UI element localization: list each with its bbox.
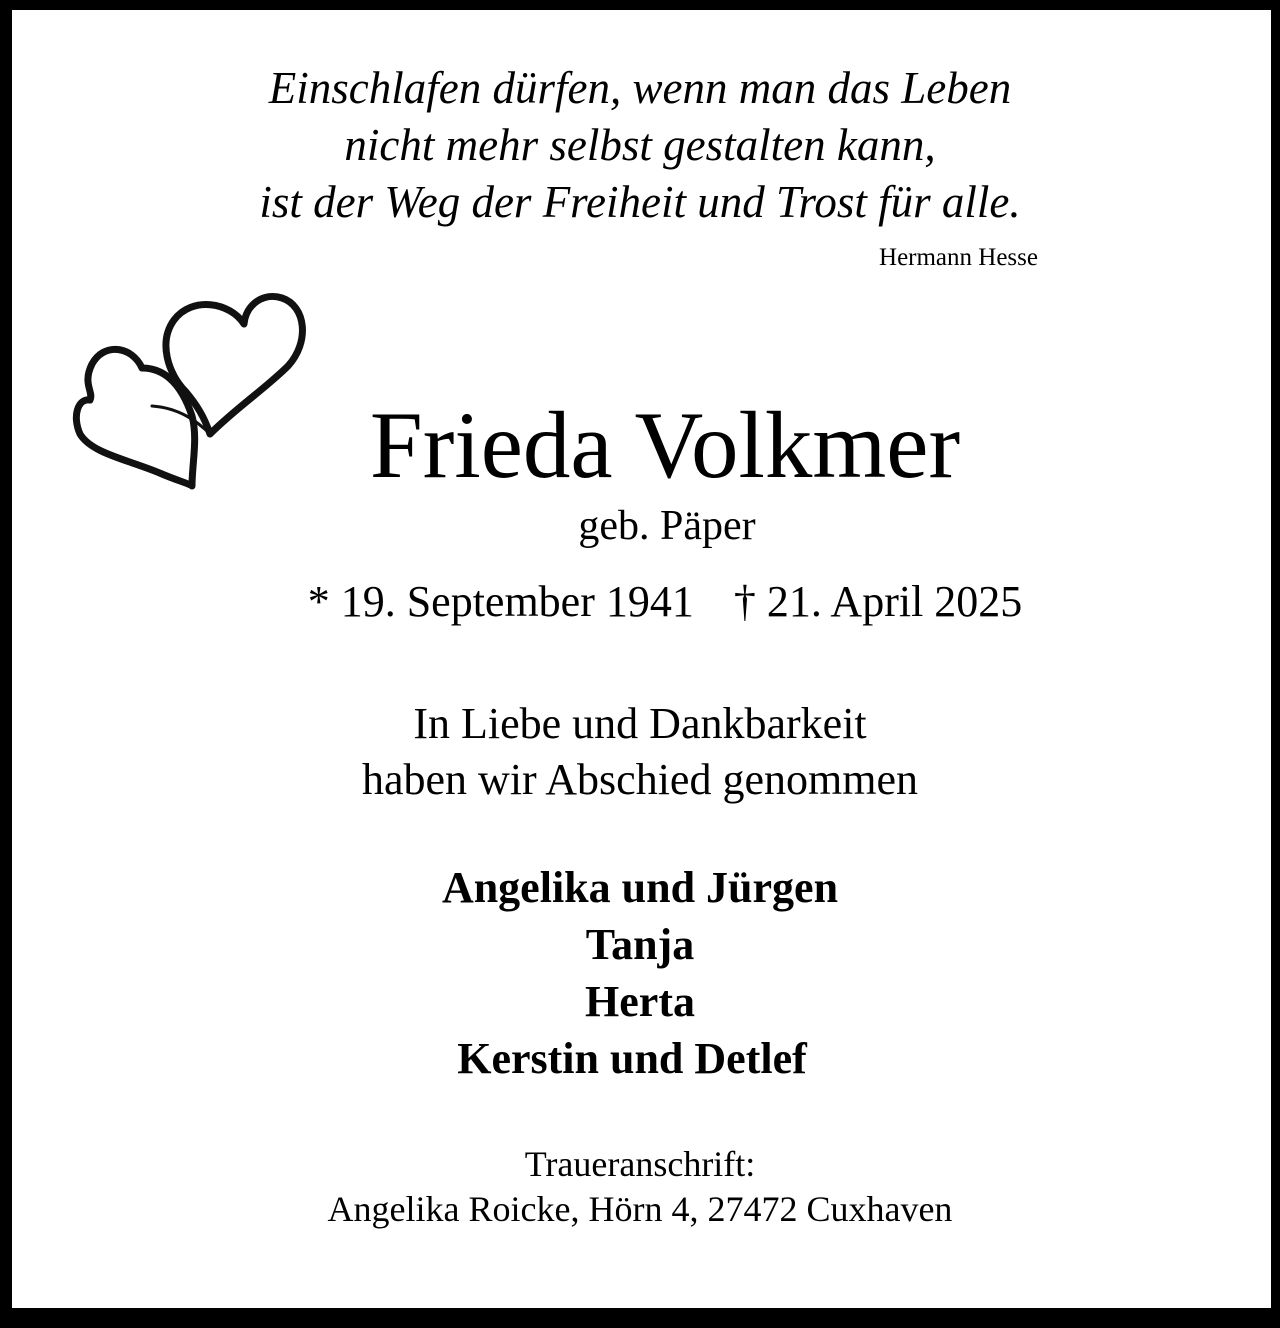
- address-label: Traueranschrift:: [524, 1144, 756, 1184]
- mourner-name: Herta: [585, 977, 695, 1026]
- mourner-name: Tanja: [585, 920, 695, 969]
- quote-line-1: Einschlafen dürfen, wenn man das Leben: [268, 63, 1012, 113]
- address-value: Angelika Roicke, Hörn 4, 27472 Cuxhaven: [327, 1189, 953, 1229]
- quote-line-3: ist der Weg der Freiheit und Trost für alle.: [259, 177, 1021, 227]
- birth-date: * 19. September 1941: [307, 577, 694, 626]
- death-date: † 21. April 2025: [733, 577, 1023, 626]
- mourner-name: Kerstin und Detlef: [457, 1034, 807, 1083]
- mourner-name: Angelika und Jürgen: [441, 863, 839, 912]
- quote-line-2: nicht mehr selbst gestalten kann,: [344, 120, 936, 170]
- farewell-line-2: haben wir Abschied genommen: [362, 755, 918, 804]
- deceased-name: Frieda Volkmer: [369, 392, 961, 498]
- farewell-line-1: In Liebe und Dankbarkeit: [413, 699, 867, 748]
- life-dates: [25, 577, 1280, 626]
- quote-author: Hermann Hesse: [879, 244, 1038, 271]
- maiden-name: geb. Päper: [578, 503, 756, 549]
